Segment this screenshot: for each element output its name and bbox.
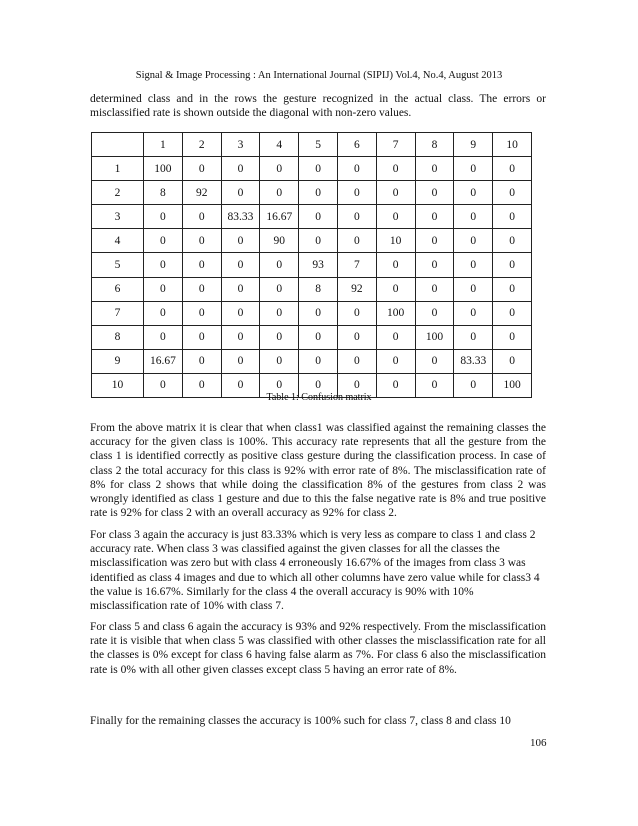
table-cell: 0 — [182, 229, 221, 253]
table-cell: 0 — [376, 325, 415, 349]
table-cell: 10 — [376, 229, 415, 253]
table-cell: 0 — [144, 277, 183, 301]
table-row — [92, 253, 532, 277]
column-header-cell: 2 — [182, 133, 221, 157]
paragraph-remaining-classes: Finally for the remaining classes the accuracy is 100% such for class 7, class 8 and class 10 — [90, 715, 511, 727]
table-cell: 0 — [493, 181, 532, 205]
journal-header: Signal & Image Processing : An International Journal (SIPIJ) Vol.4, No.4, August 2013 — [135, 70, 503, 81]
table-cell: 0 — [221, 373, 260, 397]
row-header-cell: 4 — [92, 229, 144, 253]
table-header-row — [92, 133, 532, 157]
table-cell: 0 — [454, 157, 493, 181]
table-cell: 0 — [299, 301, 338, 325]
table-row — [92, 277, 532, 301]
table-cell: 0 — [493, 229, 532, 253]
table-cell: 0 — [337, 325, 376, 349]
table-cell: 0 — [454, 277, 493, 301]
table-cell: 16.67 — [144, 349, 183, 373]
table-cell: 0 — [144, 301, 183, 325]
table-cell: 0 — [415, 349, 454, 373]
table-cell: 0 — [376, 181, 415, 205]
row-header-cell: 8 — [92, 325, 144, 349]
table-cell: 100 — [376, 301, 415, 325]
table-cell: 0 — [337, 373, 376, 397]
table-cell: 0 — [260, 253, 299, 277]
table-cell: 0 — [182, 277, 221, 301]
table-cell: 0 — [299, 181, 338, 205]
row-header-cell: 9 — [92, 349, 144, 373]
table-cell: 0 — [415, 205, 454, 229]
row-header-cell: 7 — [92, 301, 144, 325]
row-header-cell: 10 — [92, 373, 144, 397]
column-header-cell: 3 — [221, 133, 260, 157]
paragraph-class3-class4: For class 3 again the accuracy is just 83.33% which is very less as compare to class 1 and class 2 accuracy rate. When class 3 was classified against the given classes for all the classes the misclassification was zero but with class 4 erroneously 16.67% of the images from class 3 was identified as class 4 images and due to which all other columns have zero value while for class3 4 the value is 16.67%. Similarly for the class 4 the overall accuracy is 90% with 10% misclassification rate of 10% with class 7. — [90, 529, 540, 613]
table-cell: 0 — [415, 253, 454, 277]
confusion-matrix-table — [91, 132, 532, 398]
table-cell: 0 — [260, 157, 299, 181]
column-header-cell: 4 — [260, 133, 299, 157]
table-cell: 0 — [337, 181, 376, 205]
table-row — [92, 205, 532, 229]
table-cell: 92 — [182, 181, 221, 205]
table-cell: 100 — [415, 325, 454, 349]
paragraph-class1-class2: From the above matrix it is clear that when class1 was classified against the remaining classes the accuracy for the given class is 100%. This accuracy rate represents that all the gesture from the class 1 is identified correctly as positive class gesture during the classification process. In case of class 2 the total accuracy for this class is 92% with error rate of 8%. The misclassification rate of 8% for class 2 shows that while doing the classification 8% of the gestures from class 2 was wrongly identified as class 1 gesture and due to this the false negative rate is 8% and true positive rate is 92% for class 2 with an overall accuracy as 92% for class 2. — [90, 422, 546, 520]
row-header-cell: 3 — [92, 205, 144, 229]
column-header-cell: 5 — [299, 133, 338, 157]
table-row — [92, 181, 532, 205]
table-cell: 0 — [182, 205, 221, 229]
table-row — [92, 349, 532, 373]
table-cell: 0 — [337, 301, 376, 325]
table-cell: 0 — [221, 229, 260, 253]
table-cell: 0 — [337, 157, 376, 181]
table-cell: 0 — [144, 373, 183, 397]
table-cell: 0 — [493, 277, 532, 301]
table-cell: 0 — [454, 205, 493, 229]
table-cell: 93 — [299, 253, 338, 277]
table-cell: 92 — [337, 277, 376, 301]
table-cell: 0 — [221, 325, 260, 349]
table-cell: 0 — [182, 349, 221, 373]
table-cell: 90 — [260, 229, 299, 253]
table-row — [92, 325, 532, 349]
table-cell: 0 — [299, 325, 338, 349]
table-cell: 0 — [260, 301, 299, 325]
table-cell: 7 — [337, 253, 376, 277]
table-cell: 0 — [454, 181, 493, 205]
table-cell: 0 — [454, 229, 493, 253]
table-cell: 0 — [454, 373, 493, 397]
table-cell: 0 — [299, 157, 338, 181]
row-header-cell: 6 — [92, 277, 144, 301]
column-header-cell: 6 — [337, 133, 376, 157]
table-cell: 0 — [493, 349, 532, 373]
table-cell: 83.33 — [454, 349, 493, 373]
table-cell: 0 — [415, 229, 454, 253]
table-cell: 0 — [493, 205, 532, 229]
table-cell: 0 — [454, 253, 493, 277]
table-cell: 0 — [493, 253, 532, 277]
table-caption: Table 1: Confusion matrix — [266, 392, 372, 403]
table-cell: 83.33 — [221, 205, 260, 229]
table-cell: 0 — [493, 157, 532, 181]
table-row — [92, 157, 532, 181]
column-header-cell: 10 — [493, 133, 532, 157]
column-header-cell: 7 — [376, 133, 415, 157]
intro-paragraph: determined class and in the rows the gesture recognized in the actual class. The errors or misclassified rate is shown outside the diagonal with non-zero values. — [90, 93, 546, 119]
table-cell: 0 — [376, 253, 415, 277]
table-cell: 0 — [221, 349, 260, 373]
table-row — [92, 301, 532, 325]
table-cell: 0 — [221, 157, 260, 181]
table-cell: 0 — [376, 373, 415, 397]
table-cell: 0 — [415, 277, 454, 301]
page-number: 106 — [530, 737, 547, 749]
table-cell: 0 — [376, 157, 415, 181]
table-cell: 0 — [260, 349, 299, 373]
table-cell: 0 — [493, 301, 532, 325]
table-cell: 0 — [221, 253, 260, 277]
table-row — [92, 229, 532, 253]
table-cell: 0 — [376, 205, 415, 229]
table-cell: 0 — [260, 181, 299, 205]
paragraph-class5-class6: For class 5 and class 6 again the accuracy is 93% and 92% respectively. From the misclassification rate it is visible that when class 5 was classified with other classes the misclassification rate for all the classes is 0% except for class 6 having false alarm as 7%. For class 6 also the misclassification rate is 0% with all other given classes except class 5 having an error rate of 8%. — [90, 621, 546, 676]
table-cell: 0 — [415, 301, 454, 325]
table-cell: 0 — [493, 325, 532, 349]
table-cell: 0 — [337, 229, 376, 253]
table-cell: 0 — [221, 181, 260, 205]
table-cell: 8 — [144, 181, 183, 205]
table-cell: 0 — [376, 277, 415, 301]
table-cell: 0 — [260, 373, 299, 397]
table-cell: 0 — [144, 205, 183, 229]
column-header-cell: 9 — [454, 133, 493, 157]
table-cell: 0 — [299, 373, 338, 397]
column-header-cell: 1 — [144, 133, 183, 157]
table-cell: 0 — [299, 229, 338, 253]
table-cell: 0 — [144, 325, 183, 349]
table-cell: 16.67 — [260, 205, 299, 229]
row-header-cell: 5 — [92, 253, 144, 277]
table-cell: 0 — [415, 157, 454, 181]
table-cell: 0 — [182, 253, 221, 277]
table-cell: 8 — [299, 277, 338, 301]
table-cell: 0 — [376, 349, 415, 373]
table-cell: 100 — [493, 373, 532, 397]
table-cell: 0 — [454, 325, 493, 349]
table-cell: 0 — [182, 325, 221, 349]
column-header-cell: 8 — [415, 133, 454, 157]
table-cell: 0 — [260, 325, 299, 349]
row-header-cell: 2 — [92, 181, 144, 205]
table-cell: 0 — [221, 301, 260, 325]
table-cell: 0 — [454, 301, 493, 325]
table-cell: 0 — [337, 205, 376, 229]
table-cell: 0 — [182, 157, 221, 181]
row-header-cell: 1 — [92, 157, 144, 181]
table-cell: 0 — [182, 373, 221, 397]
table-cell: 0 — [221, 277, 260, 301]
table-cell: 0 — [299, 349, 338, 373]
table-cell: 0 — [299, 205, 338, 229]
table-cell: 0 — [415, 181, 454, 205]
table-cell: 0 — [337, 349, 376, 373]
table-cell: 0 — [260, 277, 299, 301]
column-header-cell — [92, 133, 144, 157]
table-cell: 0 — [182, 301, 221, 325]
table-cell: 0 — [144, 229, 183, 253]
table-cell: 0 — [415, 373, 454, 397]
table-cell: 100 — [144, 157, 183, 181]
table-cell: 0 — [144, 253, 183, 277]
